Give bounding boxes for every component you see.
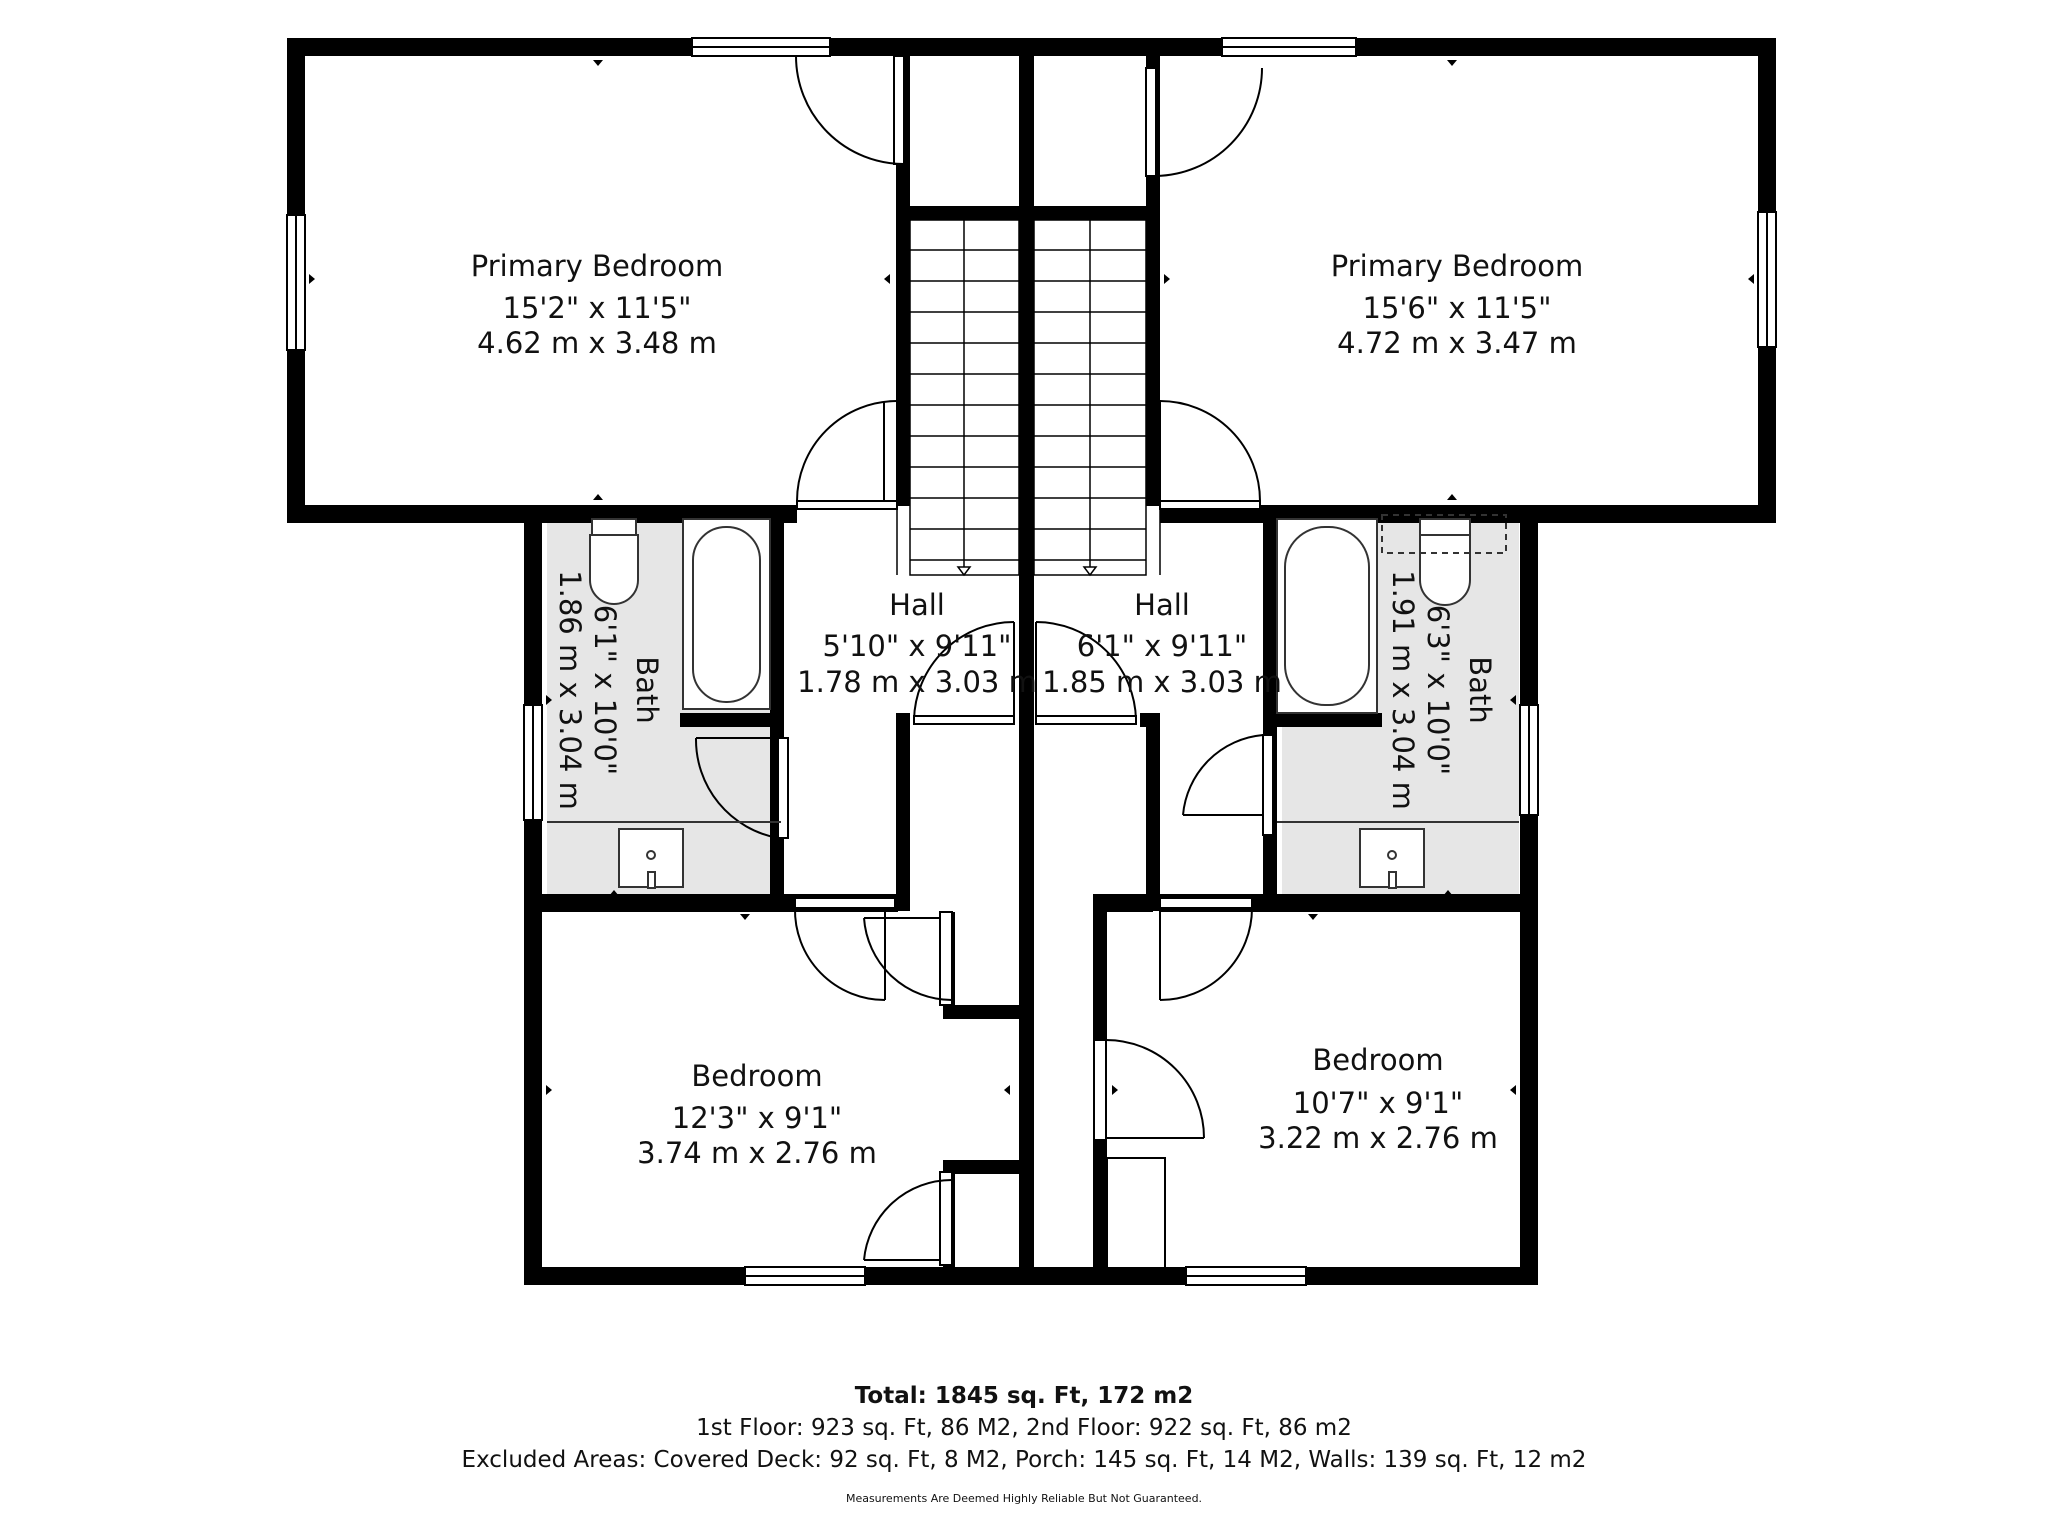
room-bedroom-right [1258,1043,1498,1155]
room-name: Primary Bedroom [470,249,724,283]
room-dim-metric: 1.85 m x 3.03 m [1042,665,1282,699]
room-dim-imperial: 12'3" x 9'1" [671,1101,843,1135]
room-bedroom-left [637,1059,877,1170]
dimension-tick [309,274,315,284]
walls [287,38,1776,1285]
dimension-tick [1112,1085,1118,1095]
room-primary-left [471,249,723,360]
room-name: Hall [1134,588,1190,622]
room-hall-right [1042,588,1282,699]
dimension-tick [1748,274,1754,284]
dimension-tick [593,60,603,66]
room-dim-imperial: 5'10" x 9'11" [822,629,1012,663]
room-primary-right [1331,249,1583,360]
room-hall-left [797,588,1037,699]
room-dim-metric: 1.86 m x 3.04 m [553,570,587,810]
room-dim-imperial: 6'1" x 10'0" [588,604,622,776]
dimension-tick [1447,494,1457,500]
total-area: Total: 1845 sq. Ft, 172 m2 [854,1383,1194,1409]
floor-areas: 1st Floor: 923 sq. Ft, 86 M2, 2nd Floor: 922 sq. Ft, 86 m2 [696,1415,1352,1441]
excluded-areas: Excluded Areas: Covered Deck: 92 sq. Ft, 8 M2, Porch: 145 sq. Ft, 14 M2, Walls: 139 sq. Ft, 12 m2 [461,1447,1587,1473]
dimension-tick [740,914,750,920]
dimension-tick [1510,1085,1516,1095]
dimension-tick [1447,60,1457,66]
dimension-tick [546,1085,552,1095]
room-name: Bedroom [1312,1043,1444,1077]
dimension-tick [1164,274,1170,284]
room-dim-metric: 1.91 m x 3.04 m [1386,570,1420,810]
room-dim-imperial: 15'6" x 11'5" [1362,291,1552,325]
room-dim-metric: 3.74 m x 2.76 m [637,1136,877,1170]
dimension-tick [1308,914,1318,920]
dimension-tick [1004,1085,1010,1095]
dimension-tick [593,494,603,500]
room-dim-imperial: 15'2" x 11'5" [502,291,692,325]
room-dim-metric: 4.62 m x 3.48 m [477,326,717,360]
dimension-tick [884,274,890,284]
room-name: Bath [1463,656,1497,724]
room-dim-imperial: 10'7" x 9'1" [1292,1086,1464,1120]
room-name: Primary Bedroom [1330,249,1584,283]
room-dim-imperial: 6'3" x 10'0" [1421,604,1455,776]
room-dim-metric: 3.22 m x 2.76 m [1258,1121,1498,1155]
room-name: Bedroom [691,1059,823,1093]
disclaimer: Measurements Are Deemed Highly Reliable But Not Guaranteed. [845,1492,1203,1505]
room-name: Hall [889,588,945,622]
room-name: Bath [630,656,664,724]
room-dim-metric: 4.72 m x 3.47 m [1337,326,1577,360]
room-dim-imperial: 6'1" x 9'11" [1076,629,1248,663]
room-dim-metric: 1.78 m x 3.03 m [797,665,1037,699]
